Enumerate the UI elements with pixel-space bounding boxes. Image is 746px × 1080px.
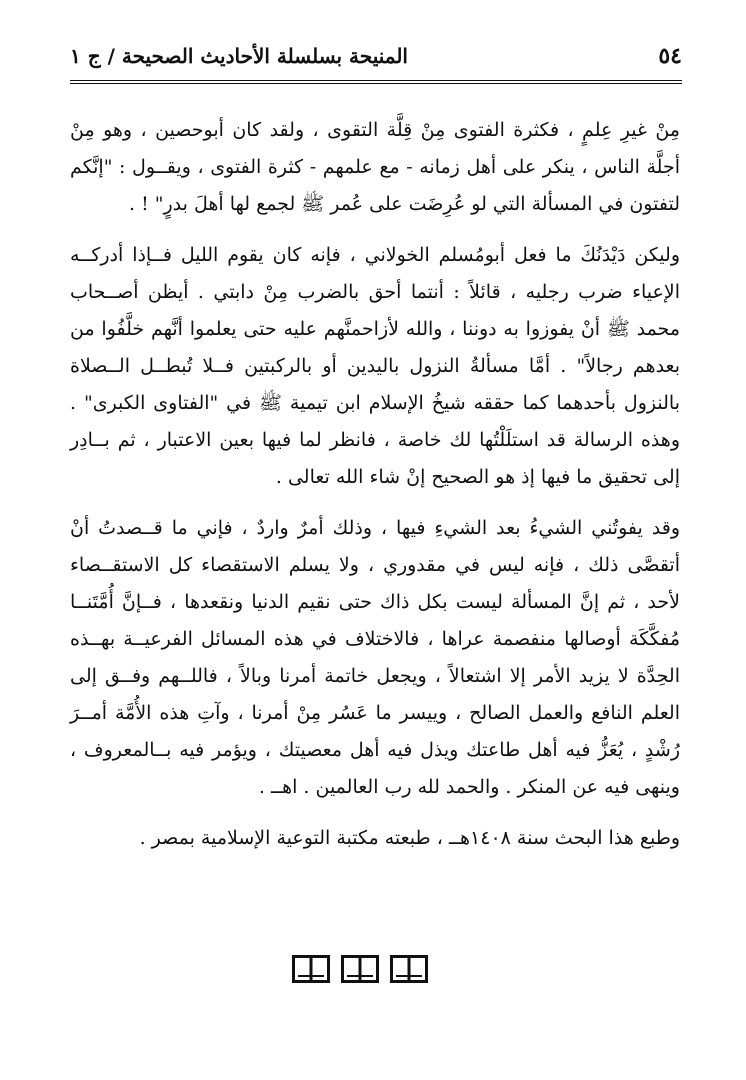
paragraph: وليكن دَيْدَنُكَ ما فعل أبومُسلم الخولاني ، فإنه كان يقوم الليل فــإذا أدركــه الإعياء ضرب رجليه ، قائلاً : أنتما أحق بالضرب مِنْ دابتي . أيظن أصــحاب محمد ﷺ أنْ يفوزوا به دوننا ، والله لأزاحمنَّهم عليه حتى يعلموا أنَّهم خلَّفُوا من بعدهم رجالاً" . أمَّا مسألةُ النزول باليدين أو بالركبتين فــلا تُبطــل الــصلاة بالنزول بأحدهما كما حققه شيخُ الإسلام ابن تيمية ﷺ في "الفتاوى الكبرى" . وهذه الرسالة قد استلَلْتُها لك خاصة ، فانظر لما فيها بعين الاعتبار ، ثم بــادِر إلى تحقيق ما فيها إذ هو الصحيح إنْ شاء الله تعالى . bbox=[70, 244, 680, 488]
paragraph: وقد يفوتُني الشيءُ بعد الشيءِ فيها ، وذلك أمرٌ واردٌ ، فإني ما قــصدتُ أنْ أتقصَّى ذلك ، فإنه ليس في مقدوري ، ولا يسلم الاستقصاء كل الاستقــصاء لأحد ، ثم إنَّ المسألة ليست بكل ذاك حتى نقيم الدنيا ونقعدها ، فــإنَّ أُمَّتَنــا مُفكَّكَة أوصالها منفصمة عراها ، فالاختلاف في هذه المسائل الفرعيــة بهــذه الحِدَّة لا يزيد الأمر إلا اشتعالاً ، ويجعل خاتمة أمرنا وبالاً ، فاللــهم وفــق إلى العلم النافع والعمل الصالح ، وييسر ما عَسُر مِنْ أمرنا ، وآتِ هذه الأُمَّة أمــرَ رُشْدٍ ، يُعَزُّ فيه أهل طاعتك ويذل فيه أهل معصيتك ، ويؤمر فيه بــالمعروف ، وينهى فيه عن المنكر . والحمد لله رب العالمين . اهــ . bbox=[70, 517, 680, 798]
end-ornament bbox=[292, 955, 428, 989]
page-number: ٥٤ bbox=[658, 43, 682, 69]
page-header bbox=[70, 36, 682, 76]
paragraph: مِنْ غيرِ عِلمٍ ، فكثرة الفتوى مِنْ قِلَّة التقوى ، ولقد كان أبوحصين ، وهو مِنْ أجلَّة الناس ، ينكر على أهل زمانه - مع علمهم - كثرة الفتوى ، ويقــول : "إنَّكم لتفتون في المسألة التي لو عُرِضَت على عُمر ﷺ لجمع لها أهلَ بدرٍ" ! . bbox=[70, 119, 680, 215]
open-book-icon bbox=[390, 955, 428, 983]
header-rule bbox=[70, 80, 682, 84]
open-book-icon bbox=[292, 955, 330, 983]
body-text bbox=[70, 112, 680, 871]
running-title: المنيحة بسلسلة الأحاديث الصحيحة / ج ١ bbox=[70, 44, 408, 68]
paragraph: وطبع هذا البحث سنة ١٤٠٨هــ ، طبعته مكتبة التوعية الإسلامية بمصر . bbox=[139, 827, 680, 849]
open-book-icon bbox=[341, 955, 379, 983]
